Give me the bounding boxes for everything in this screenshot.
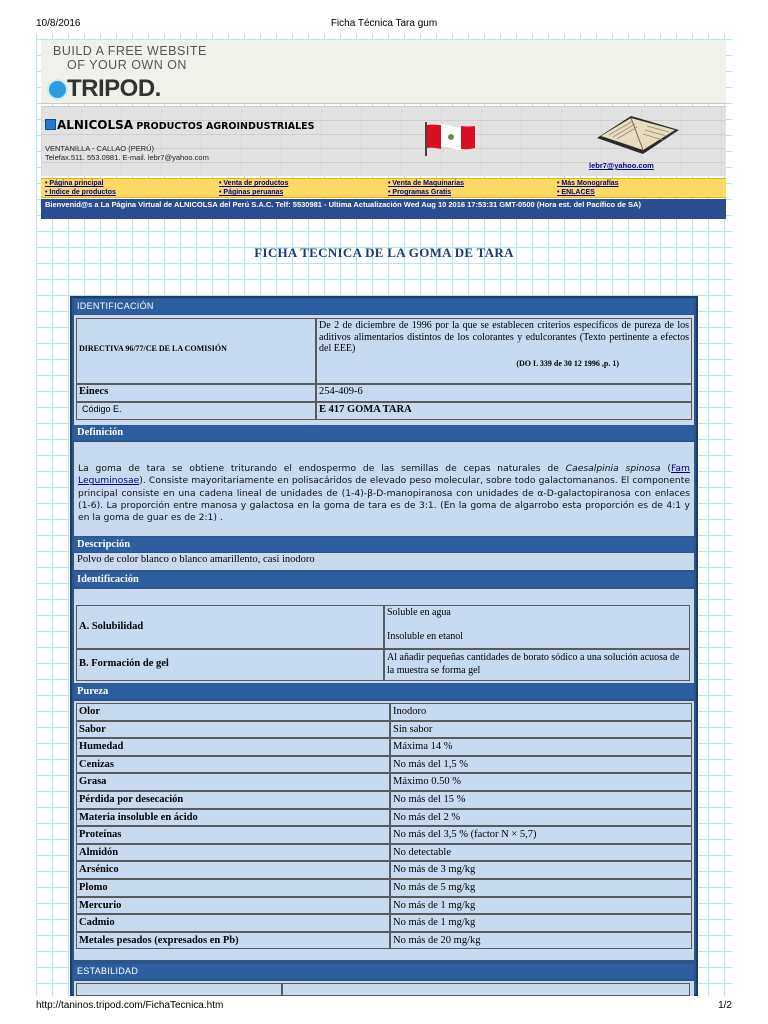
pureza-label: Plomo (76, 879, 390, 897)
solubilidad-label: A. Solubilidad (76, 605, 384, 649)
nav-link-pagina-principal[interactable]: • Página principal (45, 180, 104, 187)
solubilidad-value: Soluble en agua Insoluble en etanol (384, 605, 690, 649)
tripod-logo-text: TRIPOD. (67, 75, 161, 102)
print-header (0, 0, 768, 34)
pureza-value: No más del 3,5 % (factor N × 5,7) (390, 826, 692, 844)
nav-link-venta-productos[interactable]: • Venta de productos (219, 180, 289, 187)
pureza-value: No más de 5 mg/kg (390, 879, 692, 897)
formacion-gel-value: Al añadir pequeñas cantidades de borato sódico a una solución acuosa de la muestra se forma gel (384, 649, 690, 681)
pureza-label: Arsénico (76, 861, 390, 879)
print-page-number: 1/2 (718, 1000, 732, 1011)
codigo-label: Código E. (76, 402, 316, 420)
email-link[interactable]: lebr7@yahoo.com (589, 161, 654, 170)
welcome-bar: Bienvenid@s a La Página Virtual de ALNICOLSA del Perú S.A.C. Telf: 5530981 - Ultima Actualización Wed Aug 10 2016 17:53:31 GMT-0500 (Hora est. del Pacífico de SA) (41, 199, 726, 219)
book-icon (591, 108, 683, 156)
print-title: Ficha Técnica Tara gum (330, 18, 438, 29)
pureza-value: No detectable (390, 844, 692, 862)
banner-line-2: OF YOUR OWN ON (67, 58, 187, 72)
pureza-label: Cenizas (76, 756, 390, 774)
pureza-label: Almidón (76, 844, 390, 862)
pureza-label: Cadmio (76, 914, 390, 932)
print-footer (0, 998, 768, 1024)
formacion-gel-label: B. Formación de gel (76, 649, 384, 681)
ficha-table (70, 296, 698, 996)
contact-line: Telefax.511. 553.0981. E-mail. lebr7@yahoo.com (45, 153, 209, 162)
pureza-label: Materia insoluble en ácido (76, 809, 390, 827)
nav-bar (41, 178, 726, 198)
directiva-text: De 2 de diciembre de 1996 por la que se establecen criterios específicos de pureza de los aditivos alimentarios distintos de los colorantes y edulcorantes (Texto pertinente a efectos del EEE) (319, 320, 689, 354)
estabilidad-panel (74, 981, 694, 996)
pureza-value: No más del 1,5 % (390, 756, 692, 774)
directiva-cell (316, 318, 692, 384)
section-header-definicion: Definición (74, 425, 694, 440)
section-header-identificacion: IDENTIFICACIÓN (74, 299, 694, 314)
page-title: FICHA TECNICA DE LA GOMA DE TARA (254, 245, 514, 260)
banner-line-1: BUILD A FREE WEBSITE (53, 44, 207, 58)
pureza-value: Sin sabor (390, 721, 692, 739)
fam-link[interactable]: Fam Leguminosae (78, 463, 690, 487)
pureza-value: No más del 2 % (390, 809, 692, 827)
pureza-value: Inodoro (390, 703, 692, 721)
nav-link-indice-productos[interactable]: • Indice de productos (45, 189, 116, 196)
pureza-value: No más del 15 % (390, 791, 692, 809)
peru-flag-icon (424, 122, 478, 156)
directiva-ref: (DO L 339 de 30 12 1996 ,p. 1) (516, 358, 619, 368)
estabilidad-cell-1 (76, 983, 282, 996)
tripod-banner[interactable] (41, 40, 726, 104)
pureza-value: No más de 3 mg/kg (390, 861, 692, 879)
definicion-text: La goma de tara se obtiene triturando el endospermo de las semillas de cepas naturales de Caesalpinia spinosa (Fam Leguminosae). Consiste mayoritariamente en polisacáridos de elevado peso molecular, sobre todo galactomananos. El componente principal consiste en una cadena lineal de unidades de (1-4)-β-D-manopiranosa con unidades de α-D-galactopiranosa con enlaces (1-6). La proporción entre manosa y galactosa en la goma de tara es de 3:1. (En la goma de algarrobo esta proporción es de 4:1 y en la goma de guar es de 2:1) . (78, 463, 690, 524)
codigo-value: E 417 GOMA TARA (316, 402, 692, 420)
descripcion-text: Polvo de color blanco o blanco amarillento, casi inodoro (77, 554, 315, 565)
pureza-label: Sabor (76, 721, 390, 739)
nav-link-mas-monografias[interactable]: • Más Monografías (557, 180, 619, 187)
directiva-label: DIRECTIVA 96/77/CE DE LA COMISIÓN (76, 318, 316, 384)
pureza-label: Grasa (76, 773, 390, 791)
species-name: Caesalpinia spinosa (565, 463, 661, 474)
company-name: ALNICOLSA PRODUCTOS AGROINDUSTRIALES (45, 118, 315, 132)
identificacion-panel (74, 315, 694, 425)
pureza-label: Mercurio (76, 897, 390, 915)
pureza-label: Pérdida por desecación (76, 791, 390, 809)
pureza-value: Máxima 14 % (390, 738, 692, 756)
definicion-panel (74, 442, 694, 536)
pureza-label: Metales pesados (expresados en Pb) (76, 932, 390, 950)
pureza-label: Proteínas (76, 826, 390, 844)
pureza-label: Humedad (76, 738, 390, 756)
pureza-panel (74, 701, 694, 960)
pureza-value: No más de 1 mg/kg (390, 914, 692, 932)
section-header-descripcion: Descripción (74, 537, 694, 552)
nav-link-programas-gratis[interactable]: • Programas Gratis (388, 189, 452, 196)
descripcion-panel (74, 553, 694, 570)
einecs-label: Einecs (76, 384, 316, 402)
section-header-estabilidad: ESTABILIDAD (74, 964, 694, 979)
pureza-value: Máximo 0.50 % (390, 773, 692, 791)
nav-link-enlaces[interactable]: • ENLACES (557, 189, 595, 196)
company-logo-icon (45, 119, 56, 130)
address-line: VENTANILLA - CALLAO (PERÚ) (45, 144, 155, 153)
pureza-value: No más de 1 mg/kg (390, 897, 692, 915)
section-header-pureza: Pureza (74, 684, 694, 699)
estabilidad-cell-2 (282, 983, 690, 996)
section-header-identificacion-2: Identificación (74, 572, 694, 587)
tripod-dot-icon (47, 79, 68, 100)
pureza-label: Olor (76, 703, 390, 721)
nav-link-venta-maquinarias[interactable]: • Venta de Maquinarias (388, 180, 464, 187)
site-header (41, 106, 726, 176)
web-page (36, 34, 732, 996)
pureza-value: No más de 20 mg/kg (390, 932, 692, 950)
nav-link-paginas-peruanas[interactable]: • Páginas peruanas (219, 189, 284, 196)
identificacion-2-panel (74, 589, 694, 683)
einecs-value: 254-409-6 (316, 384, 692, 402)
print-url: http://taninos.tripod.com/FichaTecnica.htm (36, 1000, 224, 1011)
print-date: 10/8/2016 (36, 18, 81, 29)
